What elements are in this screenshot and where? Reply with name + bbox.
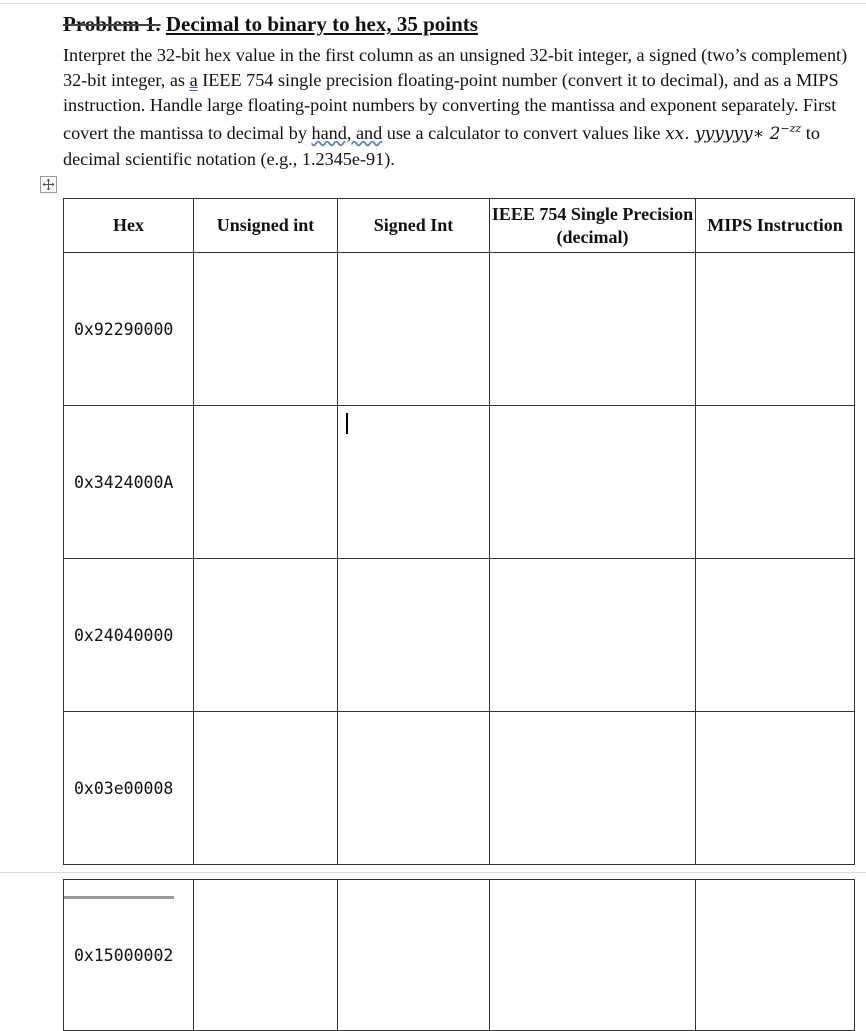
header-unsigned-int: Unsigned int <box>194 199 338 253</box>
conversion-table <box>63 198 855 865</box>
signed-cell[interactable] <box>338 253 490 406</box>
table-row <box>64 559 855 712</box>
ieee-cell[interactable] <box>490 406 696 559</box>
signed-cell[interactable] <box>338 559 490 712</box>
unsigned-cell[interactable] <box>194 712 338 865</box>
table-row <box>64 406 855 559</box>
page-break-divider <box>0 872 866 873</box>
math-expression: xx. yyyyyy∗ 2 <box>665 124 781 145</box>
instructions-paragraph <box>63 43 849 172</box>
instructions-text-4: to decimal scientific notation (e.g., 1.2345e-91). <box>63 123 820 170</box>
ieee-cell[interactable] <box>490 712 696 865</box>
hex-cell: 0x3424000A <box>64 406 194 559</box>
table-header-row <box>64 199 855 253</box>
unsigned-cell[interactable] <box>194 253 338 406</box>
ieee-cell[interactable] <box>490 559 696 712</box>
header-mips-instruction: MIPS Instruction <box>696 199 855 253</box>
instructions-text-2: IEEE 754 single precision floating-point number (convert it to decimal), and as a MIPS instruction. Handle large floating-point numbers by converting the mantissa and exponent separately. First covert the mantissa to decimal by <box>63 69 839 144</box>
ieee-cell[interactable] <box>490 880 696 1031</box>
problem-title <box>63 10 478 38</box>
instructions-text-3: use a calculator to convert values like <box>382 123 666 144</box>
math-exponent: −zz <box>780 122 802 136</box>
table-move-handle-icon[interactable] <box>40 176 57 193</box>
text-cursor <box>346 413 348 434</box>
hex-cell: 0x24040000 <box>64 559 194 712</box>
problem-heading: Decimal to binary to hex, 35 points <box>165 12 478 36</box>
table-row <box>64 253 855 406</box>
header-signed-int: Signed Int <box>338 199 490 253</box>
repeated-header-marker <box>64 896 174 899</box>
instructions-text-1: Interpret the 32-bit hex value in the first column as an unsigned 32-bit integer, a signed (two’s complement) 32-bit integer, as <box>63 45 848 90</box>
page-top-border <box>0 3 866 4</box>
move-arrows-icon <box>42 178 55 191</box>
mips-cell[interactable] <box>696 406 855 559</box>
header-hex: Hex <box>64 199 194 253</box>
signed-cell[interactable] <box>338 406 490 559</box>
ieee-cell[interactable] <box>490 253 696 406</box>
mips-cell[interactable] <box>696 253 855 406</box>
unsigned-cell[interactable] <box>194 880 338 1031</box>
signed-cell[interactable] <box>338 712 490 865</box>
mips-cell[interactable] <box>696 559 855 712</box>
grammar-flag-hand-and[interactable]: hand, and <box>311 123 383 144</box>
mips-cell[interactable] <box>696 880 855 1031</box>
problem-number: Problem 1. <box>63 12 161 36</box>
conversion-table-continued <box>63 879 855 1031</box>
unsigned-cell[interactable] <box>194 559 338 712</box>
grammar-flag-a[interactable]: a <box>189 69 198 90</box>
unsigned-cell[interactable] <box>194 406 338 559</box>
table-row <box>64 880 855 1031</box>
hex-cell: 0x15000002 <box>64 880 194 1031</box>
header-ieee-754: IEEE 754 Single Precision (decimal) <box>490 199 696 253</box>
mips-cell[interactable] <box>696 712 855 865</box>
table-row <box>64 712 855 865</box>
hex-cell: 0x03e00008 <box>64 712 194 865</box>
signed-cell[interactable] <box>338 880 490 1031</box>
hex-cell: 0x92290000 <box>64 253 194 406</box>
